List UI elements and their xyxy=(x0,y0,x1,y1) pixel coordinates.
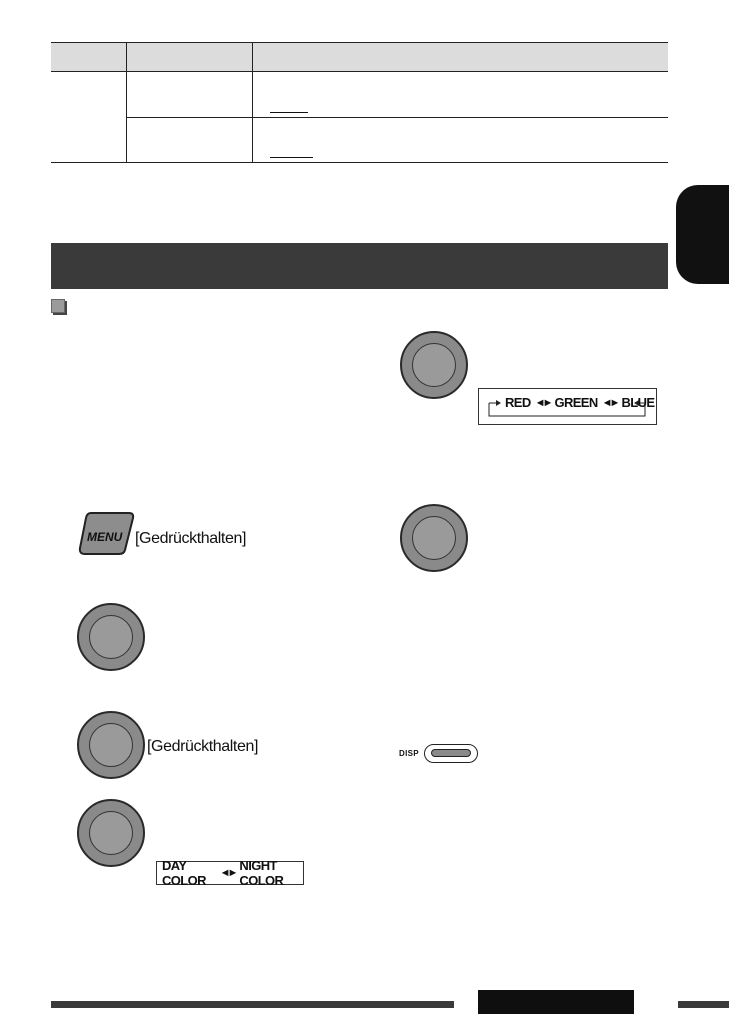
default-underline xyxy=(270,157,313,158)
control-dial-center xyxy=(89,723,133,767)
day-night-color-box xyxy=(156,858,304,888)
control-dial[interactable] xyxy=(400,331,468,399)
day-color-label: DAY COLOR xyxy=(162,858,206,888)
default-underline xyxy=(270,112,308,113)
footer-rule xyxy=(678,1001,729,1008)
color-red-label: RED xyxy=(505,395,531,410)
control-dial-center xyxy=(89,811,133,855)
hold-note: [Gedrückthalten] xyxy=(147,738,258,755)
control-dial[interactable] xyxy=(77,711,145,779)
subsection-bullet-icon xyxy=(51,299,65,313)
table-col-divider xyxy=(126,43,127,162)
footer-rule xyxy=(51,1001,454,1008)
table-header-row xyxy=(51,43,668,71)
table-header-rule xyxy=(51,71,668,72)
table-row-rule xyxy=(126,117,668,118)
bidirectional-arrow-icon: ◄► xyxy=(534,396,551,409)
color-green-label: GREEN xyxy=(554,395,598,410)
bidirectional-arrow-icon: ◄► xyxy=(219,867,236,879)
hold-note: [Gedrückthalten] xyxy=(135,530,246,547)
control-dial[interactable] xyxy=(400,504,468,572)
language-side-tab xyxy=(676,185,729,284)
page-number-box xyxy=(478,990,634,1014)
color-cycle-box xyxy=(478,388,657,425)
menu-button[interactable] xyxy=(77,510,135,556)
disp-button-bar xyxy=(431,749,471,757)
table-col-divider xyxy=(252,43,253,162)
color-blue-label: BLUE xyxy=(621,395,655,410)
control-dial-center xyxy=(89,615,133,659)
night-color-label: NIGHT COLOR xyxy=(239,858,284,888)
control-dial[interactable] xyxy=(77,603,145,671)
bidirectional-arrow-icon: ◄► xyxy=(601,396,618,409)
menu-button-label: MENU xyxy=(87,530,123,544)
section-banner xyxy=(51,243,668,289)
control-dial[interactable] xyxy=(77,799,145,867)
disp-button[interactable] xyxy=(424,744,478,763)
control-dial-center xyxy=(412,343,456,387)
table-bottom-rule xyxy=(51,162,668,163)
control-dial-center xyxy=(412,516,456,560)
disp-button-label: DISP xyxy=(399,749,419,758)
